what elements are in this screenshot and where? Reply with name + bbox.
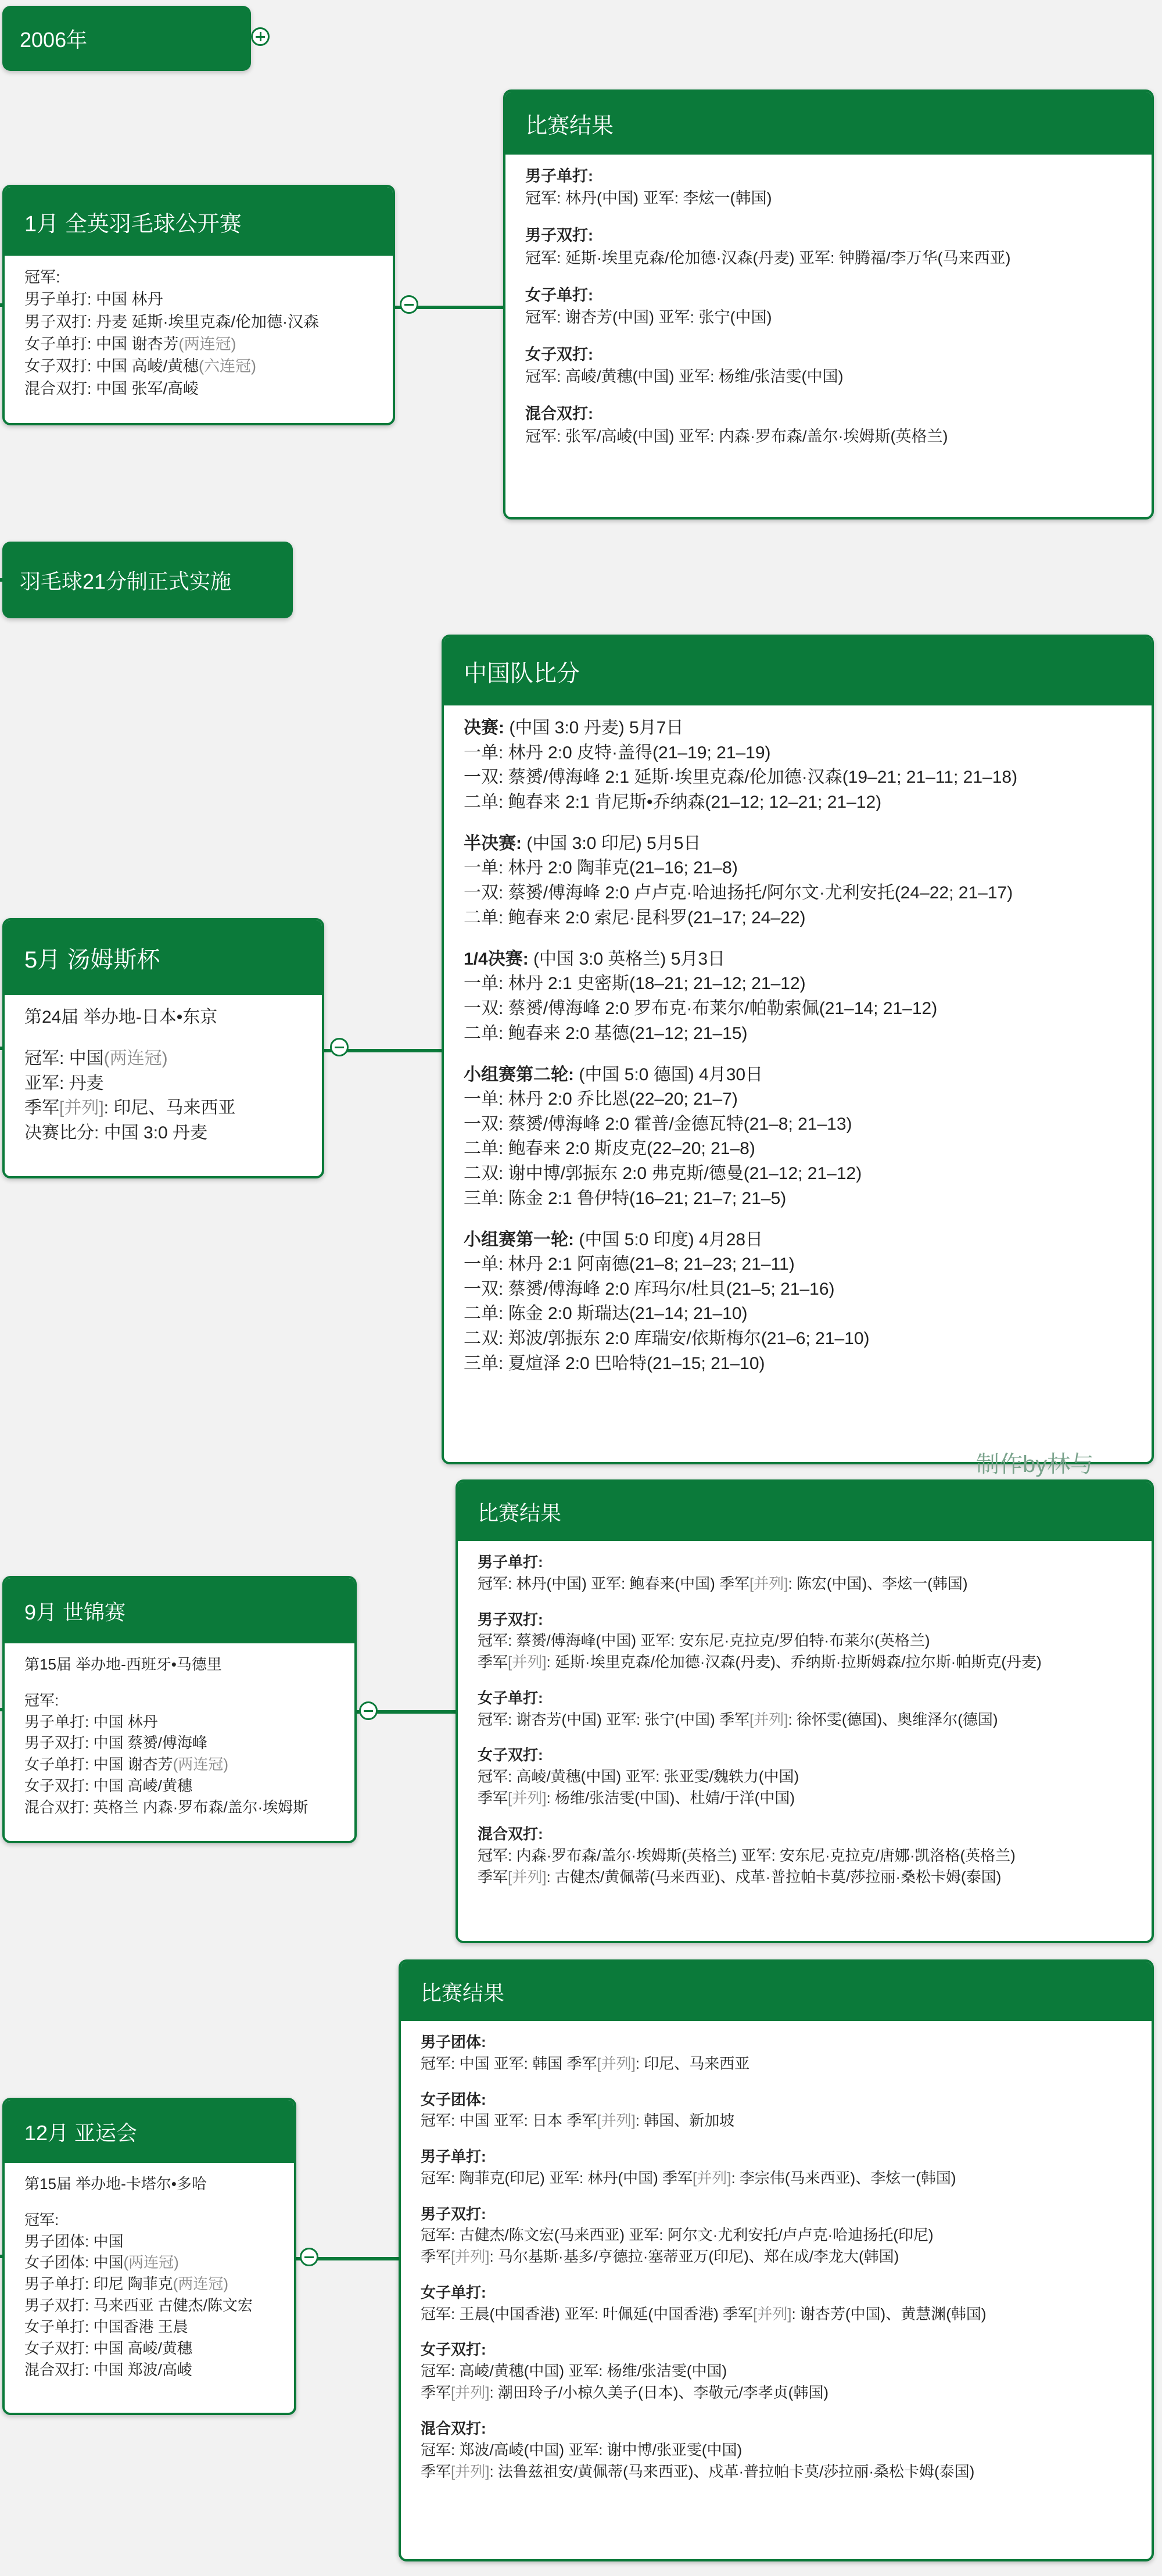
text-line [24,2252,274,2273]
text-line [525,403,1132,425]
line-text: 第15届 举办地-卡塔尔•多哈 [24,2175,207,2192]
line-text: 二单: 鲍春来 2:1 肯尼斯•乔纳森(21–12; 12–21; 21–12) [464,792,882,812]
text-line [525,247,1132,269]
text-line [464,856,1132,881]
line-note: (两连冠) [173,2275,228,2293]
text-line [525,224,1132,246]
line-heading: 男子双打: [525,227,593,245]
branch-title: 9月 世锦赛 [5,1578,354,1643]
text-line [24,2173,274,2195]
line-text: (中国 5:0 德国) 4月30日 [574,1065,763,1084]
line-text: 第24届 举办地-日本•东京 [24,1008,218,1027]
text-line [24,2338,274,2359]
text-line [478,1609,1132,1631]
text-line [464,1137,1132,1162]
line-text: 一双: 蔡赟/傅海峰 2:0 库玛尔/杜貝(21–5; 21–16) [464,1279,835,1299]
line-heading: 男子单打: [421,2148,486,2165]
line-text: 冠军: [24,268,60,286]
text-line [478,1651,1132,1673]
text-line [525,187,1132,209]
text-line [421,2167,1132,2189]
text-line [478,1766,1132,1787]
line-text: 一单: 林丹 2:1 阿南德(21–8; 21–23; 21–11) [464,1255,795,1274]
details-all-england[interactable] [503,89,1154,520]
spacer [421,2075,1132,2089]
line-text: : 李宗伟(马来西亚)、李炫一(韩国) [731,2169,956,2187]
line-heading: 1/4决赛: [464,949,529,969]
text-line [525,165,1132,187]
root-title: 2006年 [20,27,88,52]
line-text: 第15届 举办地-西班牙•马德里 [24,1656,222,1673]
line-text: 冠军: 陶菲克(印尼) 亚军: 林丹(中国) 季军 [421,2169,693,2187]
text-line [24,1121,302,1146]
spacer [478,1595,1132,1609]
line-text: 季军 [478,1789,508,1807]
text-line [24,2359,274,2381]
line-heading: 男子团体: [421,2033,486,2051]
branch-world-championships[interactable] [2,1576,357,1843]
spacer [421,2267,1132,2282]
line-text: 冠军: 古健杰/陈文宏(马来西亚) 亚军: 阿尔文·尤利安托/卢卢克·哈迪扬托(印尼) [421,2226,934,2244]
line-text: 冠军: 林丹(中国) 亚军: 李炫一(韩国) [525,189,772,207]
line-text: (中国 3:0 英格兰) 5月3日 [528,949,726,969]
text-line [464,947,1132,972]
watermark: 制作by林与 [976,1452,1094,1477]
text-line [24,1690,335,1711]
line-text: 男子单打: 中国 林丹 [24,1712,158,1731]
line-text: 冠军: 高崚/黄穗(中国) 亚军: 杨维/张洁雯(中国) [525,368,844,386]
text-line [464,765,1132,790]
line-text: 二单: 鲍春来 2:0 基德(21–12; 21–15) [464,1023,748,1043]
text-line [24,333,373,355]
text-line [24,1797,335,1818]
line-text: : 古健杰/黄佩蒂(马来西亚)、戍革·普拉帕卡莫/莎拉丽·桑松卡姆(泰国) [546,1868,1002,1886]
line-note: [并列] [752,2305,792,2323]
text-line [421,2089,1132,2111]
line-note: [并列] [692,2169,731,2187]
line-note: (两连冠) [178,335,236,353]
line-note: (六连冠) [199,357,256,375]
spacer [525,269,1132,284]
text-line [421,2032,1132,2053]
collapse-icon[interactable] [359,1701,378,1720]
branch-title: 1月 全英羽毛球公开赛 [5,187,393,256]
text-line [421,2224,1132,2246]
line-text: 混合双打: 中国 张军/高崚 [24,379,199,397]
line-text: 冠军: 谢杏芳(中国) 亚军: 张宁(中国) 季军 [478,1710,749,1728]
details-title: 中国队比分 [444,637,1152,705]
line-text: 季军 [24,1098,59,1118]
text-line [464,1277,1132,1302]
spacer [24,2195,274,2209]
line-text: 二双: 谢中博/郭振东 2:0 弗克斯/德曼(21–12; 21–12) [464,1164,862,1183]
text-line [464,1022,1132,1047]
line-note: [并列] [451,2248,490,2266]
text-line [421,2360,1132,2382]
line-note: (两连冠) [103,1049,168,1069]
text-line [464,1302,1132,1327]
line-heading: 男子单打: [478,1553,543,1571]
line-text: : 杨维/张洁雯(中国)、杜婧/于洋(中国) [546,1789,795,1807]
text-line [525,306,1132,328]
line-text: 冠军: [24,2210,59,2229]
line-heading: 女子双打: [421,2341,486,2359]
text-line [464,972,1132,997]
text-line [24,1654,335,1675]
text-line [24,266,373,288]
text-line [421,2382,1132,2403]
line-text: 女子单打: 中国 谢杏芳 [24,1755,173,1774]
line-text: : 法鲁兹祖安/黄佩蒂(马来西亚)、戍革·普拉帕卡莫/莎拉丽·桑松卡姆(泰国) [489,2462,975,2480]
line-text: 二双: 郑波/郭振东 2:0 库瑞安/依斯梅尔(21–6; 21–10) [464,1329,870,1349]
text-line [464,1063,1132,1088]
line-heading: 女子单打: [478,1689,543,1707]
branch-all-england[interactable] [2,185,395,425]
text-line [24,1047,302,1072]
details-thomas-cup[interactable] [442,635,1154,1464]
spacer [464,1046,1132,1063]
line-note: [并列] [597,2054,636,2072]
text-line [464,1187,1132,1212]
line-note: [并列] [508,1789,547,1807]
branch-title: 5月 汤姆斯杯 [5,920,322,995]
line-heading: 女子双打: [478,1746,543,1764]
line-text: : 潮田玲子/小椋久美子(日本)、李敬元/李孝贞(韩国) [489,2384,829,2402]
line-text: 二单: 鲍春来 2:0 索尼·昆科罗(21–17; 24–22) [464,908,806,927]
text-line [24,2295,274,2316]
line-text: 混合双打: 中国 郑波/高崚 [24,2360,192,2378]
details-content [458,1541,1152,1898]
line-text: 冠军: 中国 亚军: 韩国 季军 [421,2054,597,2072]
details-title: 比赛结果 [505,92,1152,155]
line-heading: 男子单打: [525,167,593,185]
text-line [464,906,1132,931]
text-line [478,1552,1132,1573]
spacer [464,815,1132,832]
line-text: 男子单打: 印尼 陶菲克 [24,2275,173,2293]
spacer [24,1030,302,1047]
spacer [525,388,1132,403]
text-line [464,1228,1132,1253]
line-text: 三单: 陈金 2:1 鲁伊特(16–21; 21–7; 21–5) [464,1188,787,1208]
line-text: 一单: 林丹 2:0 陶菲克(21–16; 21–8) [464,858,738,878]
text-line [464,741,1132,766]
line-text: 一双: 蔡赟/傅海峰 2:0 罗布克·布莱尔/帕勒索佩(21–14; 21–12) [464,998,938,1018]
line-note: [并列] [451,2384,490,2402]
text-line [464,1087,1132,1112]
line-text: 三单: 夏煊泽 2:0 巴哈特(21–15; 21–10) [464,1353,765,1373]
line-text: 男子团体: 中国 [24,2232,124,2250]
text-line [525,284,1132,306]
line-text: : 徐怀雯(德国)、奥维泽尔(德国) [788,1710,998,1728]
line-heading: 决赛: [464,718,504,737]
text-line [24,1096,302,1121]
text-line [478,1630,1132,1651]
spacer [525,210,1132,225]
text-line [24,1754,335,1775]
collapse-icon[interactable] [330,1038,349,1056]
text-line [24,311,373,333]
text-line [478,1845,1132,1866]
spacer [421,2403,1132,2418]
text-line [464,1112,1132,1137]
line-text: : 延斯·埃里克森/伦加德·汉森(丹麦)、乔纳斯·拉斯姆森/拉尔斯·帕斯克(丹麦) [546,1653,1042,1671]
line-text: 女子团体: 中国 [24,2253,124,2272]
line-text: 季军 [421,2384,451,2402]
spacer [421,2131,1132,2146]
line-text: 男子双打: 丹麦 延斯·埃里克森/伦加德·汉森 [24,313,319,331]
text-line [24,2231,274,2252]
line-text: 冠军: [24,1691,59,1709]
text-line [421,2418,1132,2439]
spacer [525,328,1132,343]
text-line [24,288,373,310]
text-line [24,1775,335,1797]
text-line [478,1709,1132,1731]
line-text: : 陈宏(中国)、李炫一(韩国) [788,1574,968,1592]
spacer [478,1673,1132,1688]
line-note: [并列] [59,1098,104,1118]
details-content [401,2021,1152,2493]
line-heading: 女子单打: [421,2283,486,2301]
text-line [421,2146,1132,2167]
line-note: (两连冠) [173,1755,228,1774]
line-text: 女子单打: 中国 谢杏芳 [24,335,179,353]
line-text: 冠军: 高崚/黄穗(中国) 亚军: 杨维/张洁雯(中国) [421,2362,727,2380]
root-topic[interactable] [2,6,251,71]
line-note: (两连冠) [123,2253,179,2272]
collapse-icon[interactable] [300,2248,318,2266]
details-title: 比赛结果 [401,1962,1152,2021]
expand-icon[interactable] [251,27,270,46]
text-line [24,1711,335,1733]
line-text: 冠军: 张军/高崚(中国) 亚军: 内森·罗布森/盖尔·埃姆斯(英格兰) [525,427,948,445]
text-line [421,2339,1132,2360]
line-text: 冠军: 高崚/黄穗(中国) 亚军: 张亚雯/魏轶力(中国) [478,1768,799,1786]
details-content [505,155,1152,458]
text-line [464,997,1132,1022]
branch-title: 12月 亚运会 [5,2100,294,2163]
line-text: 男子双打: 中国 蔡赟/傅海峰 [24,1734,207,1752]
text-line [464,832,1132,857]
line-text: 一单: 林丹 2:0 乔比恩(22–20; 21–7) [464,1090,738,1109]
branch-asian-games[interactable] [2,2098,296,2415]
line-note: [并列] [749,1574,788,1592]
text-line [464,1252,1132,1277]
line-text: 冠军: 郑波/高崚(中国) 亚军: 谢中博/张亚雯(中国) [421,2441,743,2459]
line-text: 冠军: 谢杏芳(中国) 亚军: 张宁(中国) [525,308,772,326]
text-line [24,378,373,400]
text-line [421,2303,1132,2325]
text-line [24,2209,274,2231]
line-text: 季军 [421,2248,451,2266]
line-heading: 小组赛第二轮: [464,1065,574,1084]
branch-summary [5,256,393,410]
line-text: 决赛比分: 中国 3:0 丹麦 [24,1123,208,1142]
line-text: 一双: 蔡赟/傅海峰 2:1 延斯·埃里克森/伦加德·汉森(19–21; 21–11; 21–18) [464,768,1018,787]
spacer [421,2189,1132,2204]
text-line [525,343,1132,366]
line-heading: 小组赛第一轮: [464,1230,574,1249]
line-heading: 混合双打: [525,405,593,423]
line-text: 冠军: 王晨(中国香港) 亚军: 叶佩延(中国香港) 季军 [421,2305,753,2323]
line-text: 一单: 林丹 2:1 史密斯(18–21; 21–12; 21–12) [464,974,806,994]
line-text: (中国 5:0 印度) 4月28日 [574,1230,763,1249]
line-heading: 混合双打: [421,2419,486,2437]
line-text: 一双: 蔡赟/傅海峰 2:0 霍普/金德瓦特(21–8; 21–13) [464,1114,852,1134]
line-text: 女子双打: 中国 高崚/黄穗 [24,357,199,375]
spacer [464,1211,1132,1228]
line-text: 季军 [478,1868,508,1886]
line-text: 季军 [478,1653,508,1671]
text-line [478,1866,1132,1888]
line-heading: 女子单打: [525,286,593,304]
branch-summary [5,2163,294,2391]
line-text: : 印尼、马来西亚 [635,2054,750,2072]
line-heading: 男子双打: [421,2205,486,2223]
line-text: : 韩国、新加坡 [635,2112,735,2130]
text-line [464,716,1132,741]
line-text: : 印尼、马来西亚 [103,1098,236,1118]
text-line [478,1573,1132,1595]
text-line [525,425,1132,447]
spacer [478,1809,1132,1823]
line-text: 女子双打: 中国 高崚/黄穗 [24,2339,192,2358]
text-line [464,1162,1132,1187]
text-line [464,1352,1132,1377]
line-text: (中国 3:0 印尼) 5月5日 [522,833,701,853]
text-line [24,2273,274,2295]
line-heading: 女子双打: [525,345,593,363]
text-line [421,2282,1132,2303]
text-line [421,2461,1132,2482]
spacer [464,930,1132,947]
line-text: (中国 3:0 丹麦) 5月7日 [504,718,684,737]
line-heading: 混合双打: [478,1825,543,1843]
text-line [24,2316,274,2338]
line-text: : 谢杏芳(中国)、黄慧渊(韩国) [791,2305,987,2323]
details-content [444,705,1152,1386]
line-heading: 半决赛: [464,833,522,853]
text-line [24,355,373,377]
line-text: 冠军: 延斯·埃里克森/伦加德·汉森(丹麦) 亚军: 钟腾福/李万华(马来西亚) [525,249,1011,267]
branch-summary [5,995,322,1156]
line-text: 冠军: 内森·罗布森/盖尔·埃姆斯(英格兰) 亚军: 安东尼·克拉克/唐娜·凯洛格(英格兰) [478,1846,1016,1864]
text-line [24,1072,302,1097]
text-line [24,1005,302,1030]
line-text: 一单: 林丹 2:0 皮特·盖得(21–19; 21–19) [464,743,771,762]
line-text: 男子单打: 中国 林丹 [24,291,163,309]
text-line [464,790,1132,815]
spacer [421,2325,1132,2339]
text-line [24,1732,335,1754]
line-text: 一双: 蔡赟/傅海峰 2:0 卢卢克·哈迪扬托/阿尔文·尤利安托(24–22; 21–17) [464,883,1013,903]
text-line [478,1823,1132,1845]
text-line [478,1787,1132,1809]
text-line [464,881,1132,906]
line-heading: 女子团体: [421,2090,486,2108]
line-text: 二单: 陈金 2:0 斯瑞达(21–14; 21–10) [464,1304,748,1324]
line-text: 二单: 鲍春来 2:0 斯皮克(22–20; 21–8) [464,1139,755,1159]
line-text: 亚军: 丹麦 [24,1073,104,1093]
spacer [24,1675,335,1690]
line-note: [并列] [451,2462,490,2480]
branch-21-point-system[interactable]: 羽毛球21分制正式实施 [2,542,293,618]
text-line [421,2110,1132,2131]
line-text: 男子双打: 马来西亚 古健杰/陈文宏 [24,2296,253,2315]
line-note: [并列] [508,1653,547,1671]
line-text: 季军 [421,2462,451,2480]
line-text: 冠军: 蔡赟/傅海峰(中国) 亚军: 安东尼·克拉克/罗伯特·布莱尔(英格兰) [478,1632,930,1650]
branch-thomas-cup[interactable] [2,918,324,1178]
line-note: [并列] [508,1868,547,1886]
line-text: 女子单打: 中国香港 王晨 [24,2318,188,2336]
text-line [421,2053,1132,2075]
line-note: [并列] [749,1710,788,1728]
text-line [421,2246,1132,2267]
line-note: [并列] [597,2112,636,2130]
details-title: 比赛结果 [458,1482,1152,1541]
branch-summary [5,1643,354,1829]
text-line [421,2439,1132,2461]
line-text: 混合双打: 英格兰 内森·罗布森/盖尔·埃姆斯 [24,1798,309,1817]
text-line [525,366,1132,388]
line-heading: 男子双打: [478,1610,543,1628]
line-text: : 马尔基斯·基多/亨德拉·塞蒂亚万(印尼)、郑在成/李龙大(韩国) [489,2248,899,2266]
line-text: 冠军: 中国 亚军: 日本 季军 [421,2112,597,2130]
spacer [478,1731,1132,1745]
details-world-championships[interactable] [456,1479,1154,1943]
text-line [478,1744,1132,1766]
line-text: 冠军: 中国 [24,1049,104,1069]
details-asian-games[interactable] [399,1959,1154,2561]
line-text: 女子双打: 中国 高崚/黄穗 [24,1777,192,1795]
line-text: 冠军: 林丹(中国) 亚军: 鲍春来(中国) 季军 [478,1574,749,1592]
text-line [478,1688,1132,1709]
text-line [421,2204,1132,2225]
text-line [464,1327,1132,1352]
collapse-icon[interactable] [400,295,418,314]
